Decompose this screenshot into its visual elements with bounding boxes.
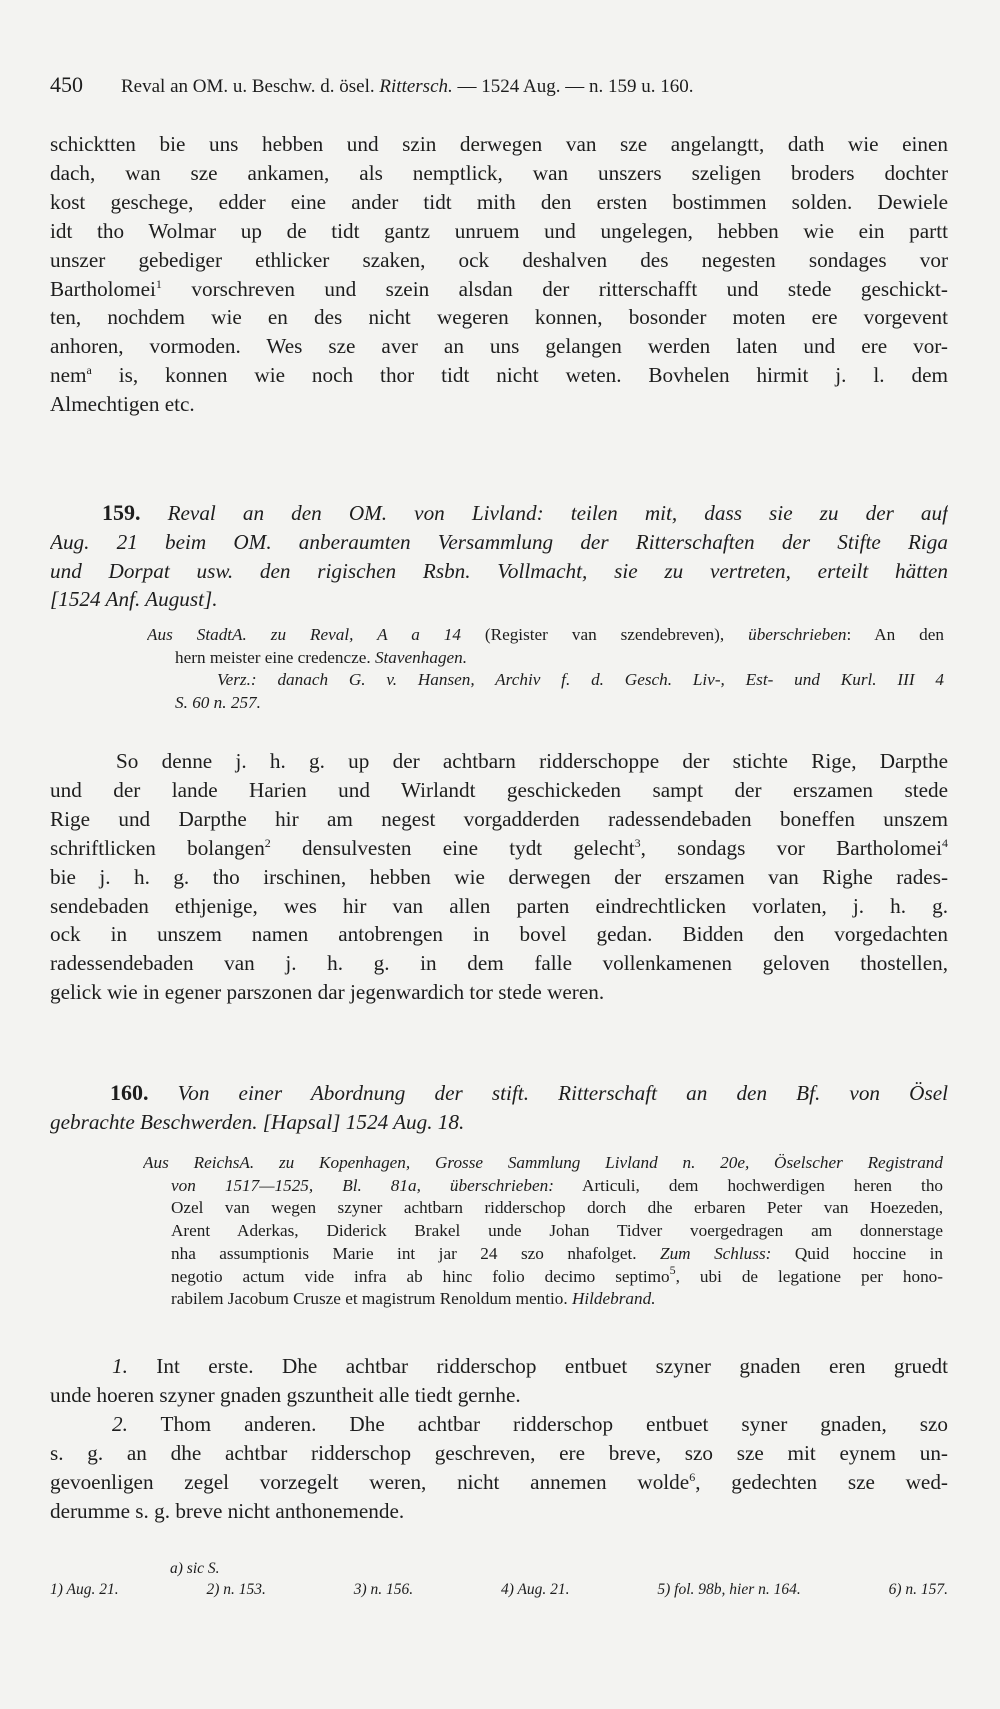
source-fragment: überschrieben	[748, 625, 847, 644]
source-line	[143, 1266, 943, 1289]
text-line: kost geschege, edder eine ander tidt mith den ersten bostimmen solden. Dewiele	[50, 189, 948, 214]
footnote-ref: 1	[155, 276, 162, 291]
text-line: und der lande Harien und Wirlandt geschickeden sampt der erszamen stede	[50, 777, 948, 802]
text-line: unde hoeren szyner gnaden gszuntheit alle tiedt gernhe.	[50, 1382, 521, 1407]
source-fragment: Aus StadtA. zu Reval, A a 14	[147, 625, 461, 644]
source-fragment: : An den	[846, 625, 944, 644]
source-fragment: nha assumptionis Marie int jar 24 szo nhafolget.	[171, 1243, 661, 1263]
footnote-a	[170, 1560, 1000, 1578]
text-line	[50, 1468, 948, 1497]
source-fragment: von 1517—1525, Bl. 81a, überschrieben:	[171, 1175, 554, 1195]
text-fragment: Bartholomei	[50, 276, 156, 301]
verz-line: S. 60 n. 257.	[175, 693, 261, 713]
footnote-ref: 4	[942, 835, 948, 850]
doc-number: 160.	[110, 1080, 149, 1105]
text-line: idt tho Wolmar up de tidt gantz unruem und ungelegen, hebben wie ein partt	[50, 218, 948, 243]
source-fragment: (Register van szendebreven),	[460, 625, 749, 644]
text-fragment: , gedechten sze wed-	[695, 1469, 948, 1494]
heading-line: Aug. 21 beim OM. anberaumten Versammlung der Ritterschaften der Stifte Riga	[50, 529, 948, 554]
text-fragment: Int erste. Dhe achtbar ridderschop entbuet szyner gnaden eren gruedt	[127, 1354, 948, 1378]
source-fragment: rabilem Jacobum Crusze et magistrum Renoldum mentio.	[171, 1289, 572, 1309]
heading-line: und Dorpat usw. den rigischen Rsbn. Vollmacht, sie zu vertreten, erteilt hätten	[50, 558, 948, 583]
text-line: anhoren, vormoden. Wes sze aver an uns gelangen werden laten und ere vor-	[50, 334, 948, 359]
running-title: Reval an OM. u. Beschw. d. ösel.	[121, 76, 375, 97]
source-line: Ozel van wegen szyner achtbarn ridderschop dorch dhe erbaren Peter van Hoezeden,	[171, 1198, 943, 1218]
source-fragment: Articuli, dem hochwerdigen heren tho	[553, 1175, 943, 1195]
text-line	[50, 834, 948, 863]
footnote-3: 3) n. 156.	[353, 1581, 414, 1598]
text-fragment: gevoenligen zegel vorzegelt weren, nicht annemen wolde	[50, 1469, 690, 1494]
running-date: — 1524 Aug. — n. 159 u. 160.	[457, 76, 694, 97]
text-line: Rige und Darpthe hir am negest vorgadderden radessendebaden boneffen unszem	[50, 806, 948, 831]
text-line: unszer gebediger ethlicker szaken, ock deshalven des negesten sondages vor	[50, 247, 948, 272]
text-line	[50, 361, 948, 390]
continuation-text	[50, 130, 948, 419]
text-line: bie j. h. g. tho irschinen, hebben wie derwegen der erszamen van Righe rades-	[50, 864, 948, 889]
running-title-italic: Rittersch.	[379, 76, 453, 97]
source-fragment: hern meister eine credencze.	[175, 647, 375, 667]
source-fragment: Zum Schluss:	[660, 1243, 772, 1263]
doc-160-source	[143, 1152, 943, 1311]
doc-number: 159.	[102, 500, 141, 525]
footnote-ref: 6	[689, 1469, 696, 1484]
source-fragment: Stavenhagen.	[374, 647, 468, 667]
footnote-6: 6) n. 157.	[888, 1581, 948, 1598]
doc-160-heading	[50, 1078, 948, 1137]
text-line	[50, 1352, 948, 1381]
source-fragment: , ubi de legatione per hono-	[675, 1266, 943, 1286]
page-number: 450	[50, 72, 83, 97]
doc-159-source	[147, 624, 944, 715]
text-line: dach, wan sze ankamen, als nemptlick, wan unszers szeligen broders dochter	[50, 160, 948, 185]
article-number: 1.	[112, 1354, 128, 1378]
text-line: derumme s. g. breve nicht anthonemende.	[50, 1498, 405, 1523]
footnote-1: 1) Aug. 21.	[50, 1581, 119, 1598]
text-fragment: nem	[50, 363, 87, 388]
text-line: So denne j. h. g. up der achtbarn ridderschoppe der stichte Rige, Darpthe	[116, 749, 948, 773]
doc-159-text	[50, 747, 948, 1007]
source-fragment: Quid hoccine in	[771, 1243, 943, 1263]
footnote-row	[50, 1581, 948, 1599]
text-line: ten, nochdem wie en des nicht wegeren konnen, bosonder moten ere vorgevent	[50, 305, 948, 330]
source-fragment: negotio actum vide infra ab hinc folio decimo septimo	[171, 1266, 670, 1286]
text-fragment: Thom anderen. Dhe achtbar ridderschop entbuet syner gnaden, szo	[127, 1411, 948, 1436]
text-line: sendebaden ethjenige, wes hir van allen parten eindrechtlicken vorlaten, j. h. g.	[50, 893, 948, 918]
source-line: Aus ReichsA. zu Kopenhagen, Grosse Sammlung Livland n. 20e, Öselscher Registrand	[143, 1153, 943, 1172]
heading-line: gebrachte Beschwerden. [Hapsal] 1524 Aug. 18.	[50, 1110, 465, 1134]
text-fragment: is, konnen wie noch thor tidt nicht weten. Bovhelen hirmit j. l. dem	[91, 363, 948, 388]
footnote-ref: 5	[669, 1265, 676, 1277]
footnote-4: 4) Aug. 21.	[500, 1581, 570, 1598]
text-line: s. g. an dhe achtbar ridderschop geschreven, ere breve, szo sze mit eynem un-	[50, 1440, 948, 1465]
footnote-2: 2) n. 153.	[206, 1581, 266, 1598]
verz-line: Verz.: danach G. v. Hansen, Archiv f. d. Gesch. Liv-, Est- und Kurl. III 4	[217, 670, 944, 690]
footnote-ref: a	[86, 363, 92, 378]
source-line	[143, 1288, 943, 1311]
source-line	[143, 1243, 943, 1266]
heading-fragment: Von einer Abordnung der stift. Ritterschaft an den Bf. von Ösel	[148, 1081, 948, 1105]
text-line: radessendebaden van j. h. g. in dem falle vollenkamenen geloven thostellen,	[50, 951, 948, 976]
footnote-5: 5) fol. 98b, hier n. 164.	[657, 1581, 801, 1598]
source-line: Arent Aderkas, Diderick Brakel unde Johan Tidver voergedragen am donnerstage	[171, 1221, 943, 1241]
footnotes	[50, 1581, 948, 1599]
heading-line	[50, 499, 948, 528]
text-line	[50, 1410, 948, 1439]
footnote-ref: 3	[634, 835, 641, 850]
source-line	[147, 647, 944, 670]
text-line: gelick wie in egener parszonen dar jegenwardich tor stede weren.	[50, 980, 605, 1005]
source-fragment: Hildebrand.	[571, 1289, 656, 1309]
heading-line: [1524 Anf. August].	[50, 587, 218, 612]
text-line: Almechtigen etc.	[50, 392, 195, 417]
source-line	[147, 624, 944, 647]
running-header	[50, 72, 950, 98]
text-fragment: , sondags vor Bartholomei	[640, 835, 942, 860]
footnote-ref: 2	[264, 835, 271, 850]
text-line: ock in unszem namen antobrengen in bovel gedan. Bidden den vorgedachten	[50, 922, 948, 947]
heading-line	[50, 1078, 948, 1108]
article-number: 2.	[112, 1411, 128, 1436]
text-fragment: schriftlicken bolangen	[50, 835, 265, 860]
text-line: schicktten bie uns hebben und szin derwegen van sze angelangtt, dath wie einen	[50, 132, 948, 156]
text-fragment: vorschreven und szein alsdan der ritterschafft und stede geschickt-	[161, 276, 948, 301]
doc-159-heading	[50, 499, 948, 614]
footnote-text: a) sic S.	[170, 1560, 220, 1577]
heading-fragment: Reval an den OM. von Livland: teilen mit, dass sie zu der auf	[140, 501, 948, 525]
text-line	[50, 275, 948, 304]
doc-160-text	[50, 1352, 948, 1525]
source-line	[143, 1175, 943, 1198]
text-fragment: densulvesten eine tydt gelecht	[270, 835, 635, 860]
